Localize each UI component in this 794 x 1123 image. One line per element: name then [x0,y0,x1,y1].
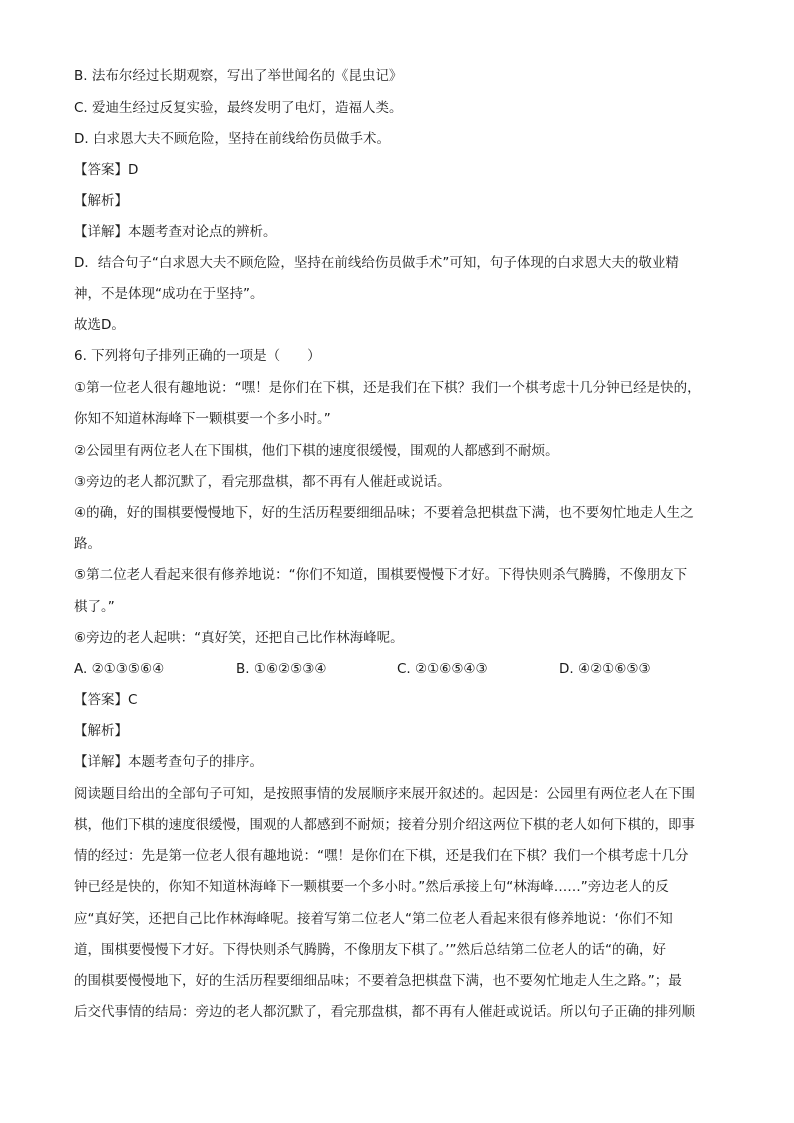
option-b: B. ①⑥②⑤③④ [236,661,327,677]
sentence-line: ⑤第二位老人看起来很有修养地说：“你们不知道，围棋要慢慢下才好。下得快则杀气腾腾，不像朋友下 [74,567,688,583]
option-d: D. ④②①⑥⑤③ [559,661,651,677]
option-a: A. ②①③⑤⑥④ [74,661,165,677]
prev-detail: 【详解】本题考查对论点的辨析。 [74,224,277,240]
question-6-stem: 6. 下列将句子排列正确的一项是（ ） [74,348,321,364]
explanation-line: 后交代事情的结局：旁边的老人都沉默了，看完那盘棋，都不再有人催赶或说话。所以句子正确的排列顺 [74,1004,695,1020]
sentence-line: ③旁边的老人都沉默了，看完那盘棋，都不再有人催赶或说话。 [74,474,451,490]
sentence-line: 你知不知道林海峰下一颗棋要一个多小时。” [74,411,331,427]
sentence-line: 路。 [74,536,101,552]
explanation-line: 的围棋要慢慢地下，好的生活历程要细细品味；不要着急把棋盘下满，也不要匆忙地走人生之路。”；最 [74,973,682,989]
sentence-line: ②公园里有两位老人在下围棋，他们下棋的速度很缓慢，围观的人都感到不耐烦。 [74,443,559,459]
explanation-line: 应“真好笑，还把自己比作林海峰呢。接着写第二位老人“第二位老人看起来很有修养地说：‘你们不知 [74,911,673,927]
prev-explanation-line-1: D．结合句子“白求恩大夫不顾危险，坚持在前线给伤员做手术”可知，句子体现的白求恩大夫的敬业精 [74,255,679,271]
prev-option-c: C. 爱迪生经过反复实验，最终发明了电灯，造福人类。 [74,100,403,116]
prev-analysis-label: 【解析】 [74,193,128,209]
sentence-line: ①第一位老人很有趣地说：“嘿！是你们在下棋，还是我们在下棋？我们一个棋考虑十几分钟已经是快的， [74,380,701,396]
sentence-line: ⑥旁边的老人起哄：“真好笑，还把自己比作林海峰呢。 [74,630,404,646]
explanation-line: 情的经过：先是第一位老人很有趣地说：“嘿！是你们在下棋，还是我们在下棋？我们一个棋考虑十几分 [74,848,689,864]
explanation-line: 道，围棋要慢慢下才好。下得快则杀气腾腾，不像朋友下棋了。’”然后总结第二位老人的话“的确，好 [74,942,667,958]
explanation-line: 棋，他们下棋的速度很缓慢，围观的人都感到不耐烦；接着分别介绍这两位下棋的老人如何下棋的，即事 [74,817,695,833]
question-6-options [74,659,734,679]
question-6-detail: 【详解】本题考查句子的排序。 [74,754,263,770]
explanation-line: 阅读题目给出的全部句子可知，是按照事情的发展顺序来展开叙述的。起因是：公园里有两位老人在下围 [74,786,695,802]
prev-option-b: B. 法布尔经过长期观察，写出了举世闻名的《昆虫记》 [74,68,403,84]
sentence-line: ④的确，好的围棋要慢慢地下，好的生活历程要细细品味；不要着急把棋盘下满，也不要匆忙地走人生之 [74,505,694,521]
prev-conclusion: 故选D。 [74,317,125,333]
explanation-line: 钟已经是快的，你知不知道林海峰下一颗棋要一个多小时。”然后承接上句“林海峰……”旁边老人的反 [74,879,669,895]
prev-option-d: D. 白求恩大夫不顾危险，坚持在前线给伤员做手术。 [74,131,390,147]
prev-explanation-line-2: 神，不是体现“成功在于坚持”。 [74,286,264,302]
question-6-analysis-label: 【解析】 [74,723,128,739]
question-6-answer: 【答案】C [74,692,138,708]
prev-answer: 【答案】D [74,162,139,178]
sentence-line: 棋了。” [74,599,115,615]
option-c: C. ②①⑥⑤④③ [397,661,488,677]
